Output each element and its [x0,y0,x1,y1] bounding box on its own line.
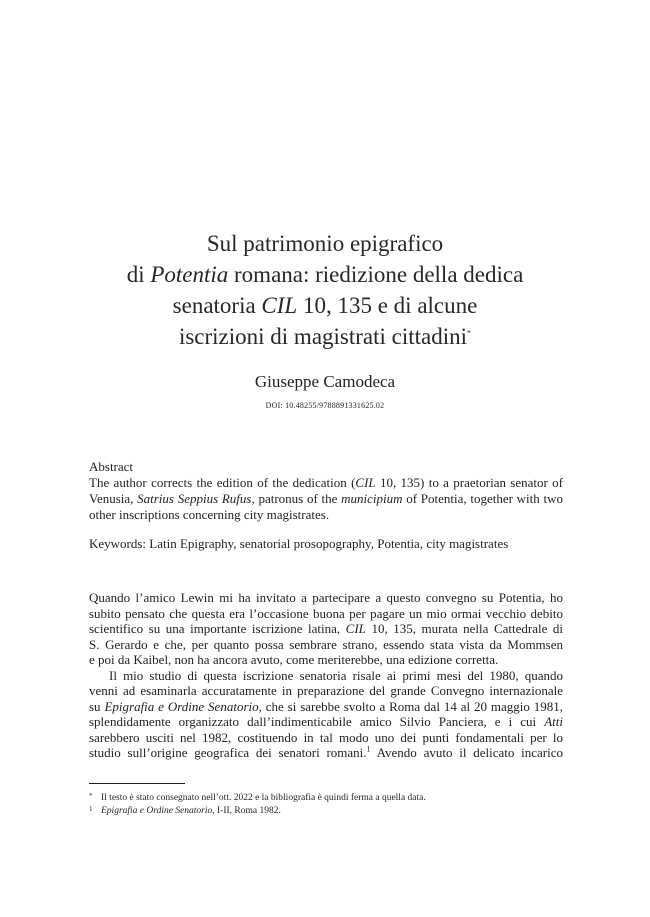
title-line-1: Sul patrimonio epigrafico [206,231,444,256]
abstract-heading: Abstract [89,459,134,474]
doi[interactable]: DOI: 10.48255/9788891331625.02 [265,401,385,410]
footnote-ref-1[interactable]: 1 [366,744,371,754]
keywords: Keywords: Latin Epigraphy, senatorial prosopography, Potentia, city magistrates [89,536,509,551]
footnote-star: * Il testo è stato consegnato nell’ott. 2022 e la bibliografia è quindi ferma a quella data. [89,792,426,803]
paragraph-2: Il mio studio di questa iscrizione senatoria risale ai primi mesi del 1980, quando venni ad esaminarla accuratamente in preparazione del grande Convegno internazionale su Epigrafia e Ordine Senatorio, che si sarebbe svolto a Roma dal 14 al 20 maggio 1981, splendidamente organizzato dall’indimenticabile amico Silvio Panciera, e i cui Atti sarebbero usciti nel 1982, costituendo in tal modo uno dei punti fondamentali per lo studio sull’origine geografica dei senatori romani.$^1$ Avendo avuto il delicato incarico [89,667,563,760]
title-line-3: senatoria CIL 10, 135 e di alcune [172,293,478,318]
paper-title [60,228,590,352]
footnote-divider [89,783,185,784]
title-line-2: di Potentia romana: riedizione della dedica [126,262,524,287]
footnote-1: 1 Epigrafia e Ordine Senatorio, I-II, Roma 1982. [89,805,281,816]
author-name: Giuseppe Camodeca [254,372,396,391]
paragraph-1: Quando l’amico Lewin mi ha invitato a partecipare a questo convegno su Potentia, ho subito pensato che questa era l’occasione buona per pagare un mio ormai vecchio debito scientifico su una importante iscrizione latina, CIL 10, 135, murata nella Cattedrale di S. Gerardo e che, per quanto possa sembrare strano, essendo stata vista da Mommsen e poi da Kaibel, non ha ancora avuto, come meriterebbe, una edizione corretta. [89,590,564,667]
title-footnote-mark[interactable]: * [467,328,472,338]
abstract-text: The author corrects the edition of the dedication (CIL 10, 135) to a praetorian senator of Venusia, Satrius Seppius Rufus, patronus of the municipium of Potentia, together with two other inscriptions concerning city magistrates. [89,475,563,522]
title-line-4: iscrizioni di magistrati cittadini* [178,324,472,349]
footnotes [89,792,563,818]
body-text [89,590,563,761]
